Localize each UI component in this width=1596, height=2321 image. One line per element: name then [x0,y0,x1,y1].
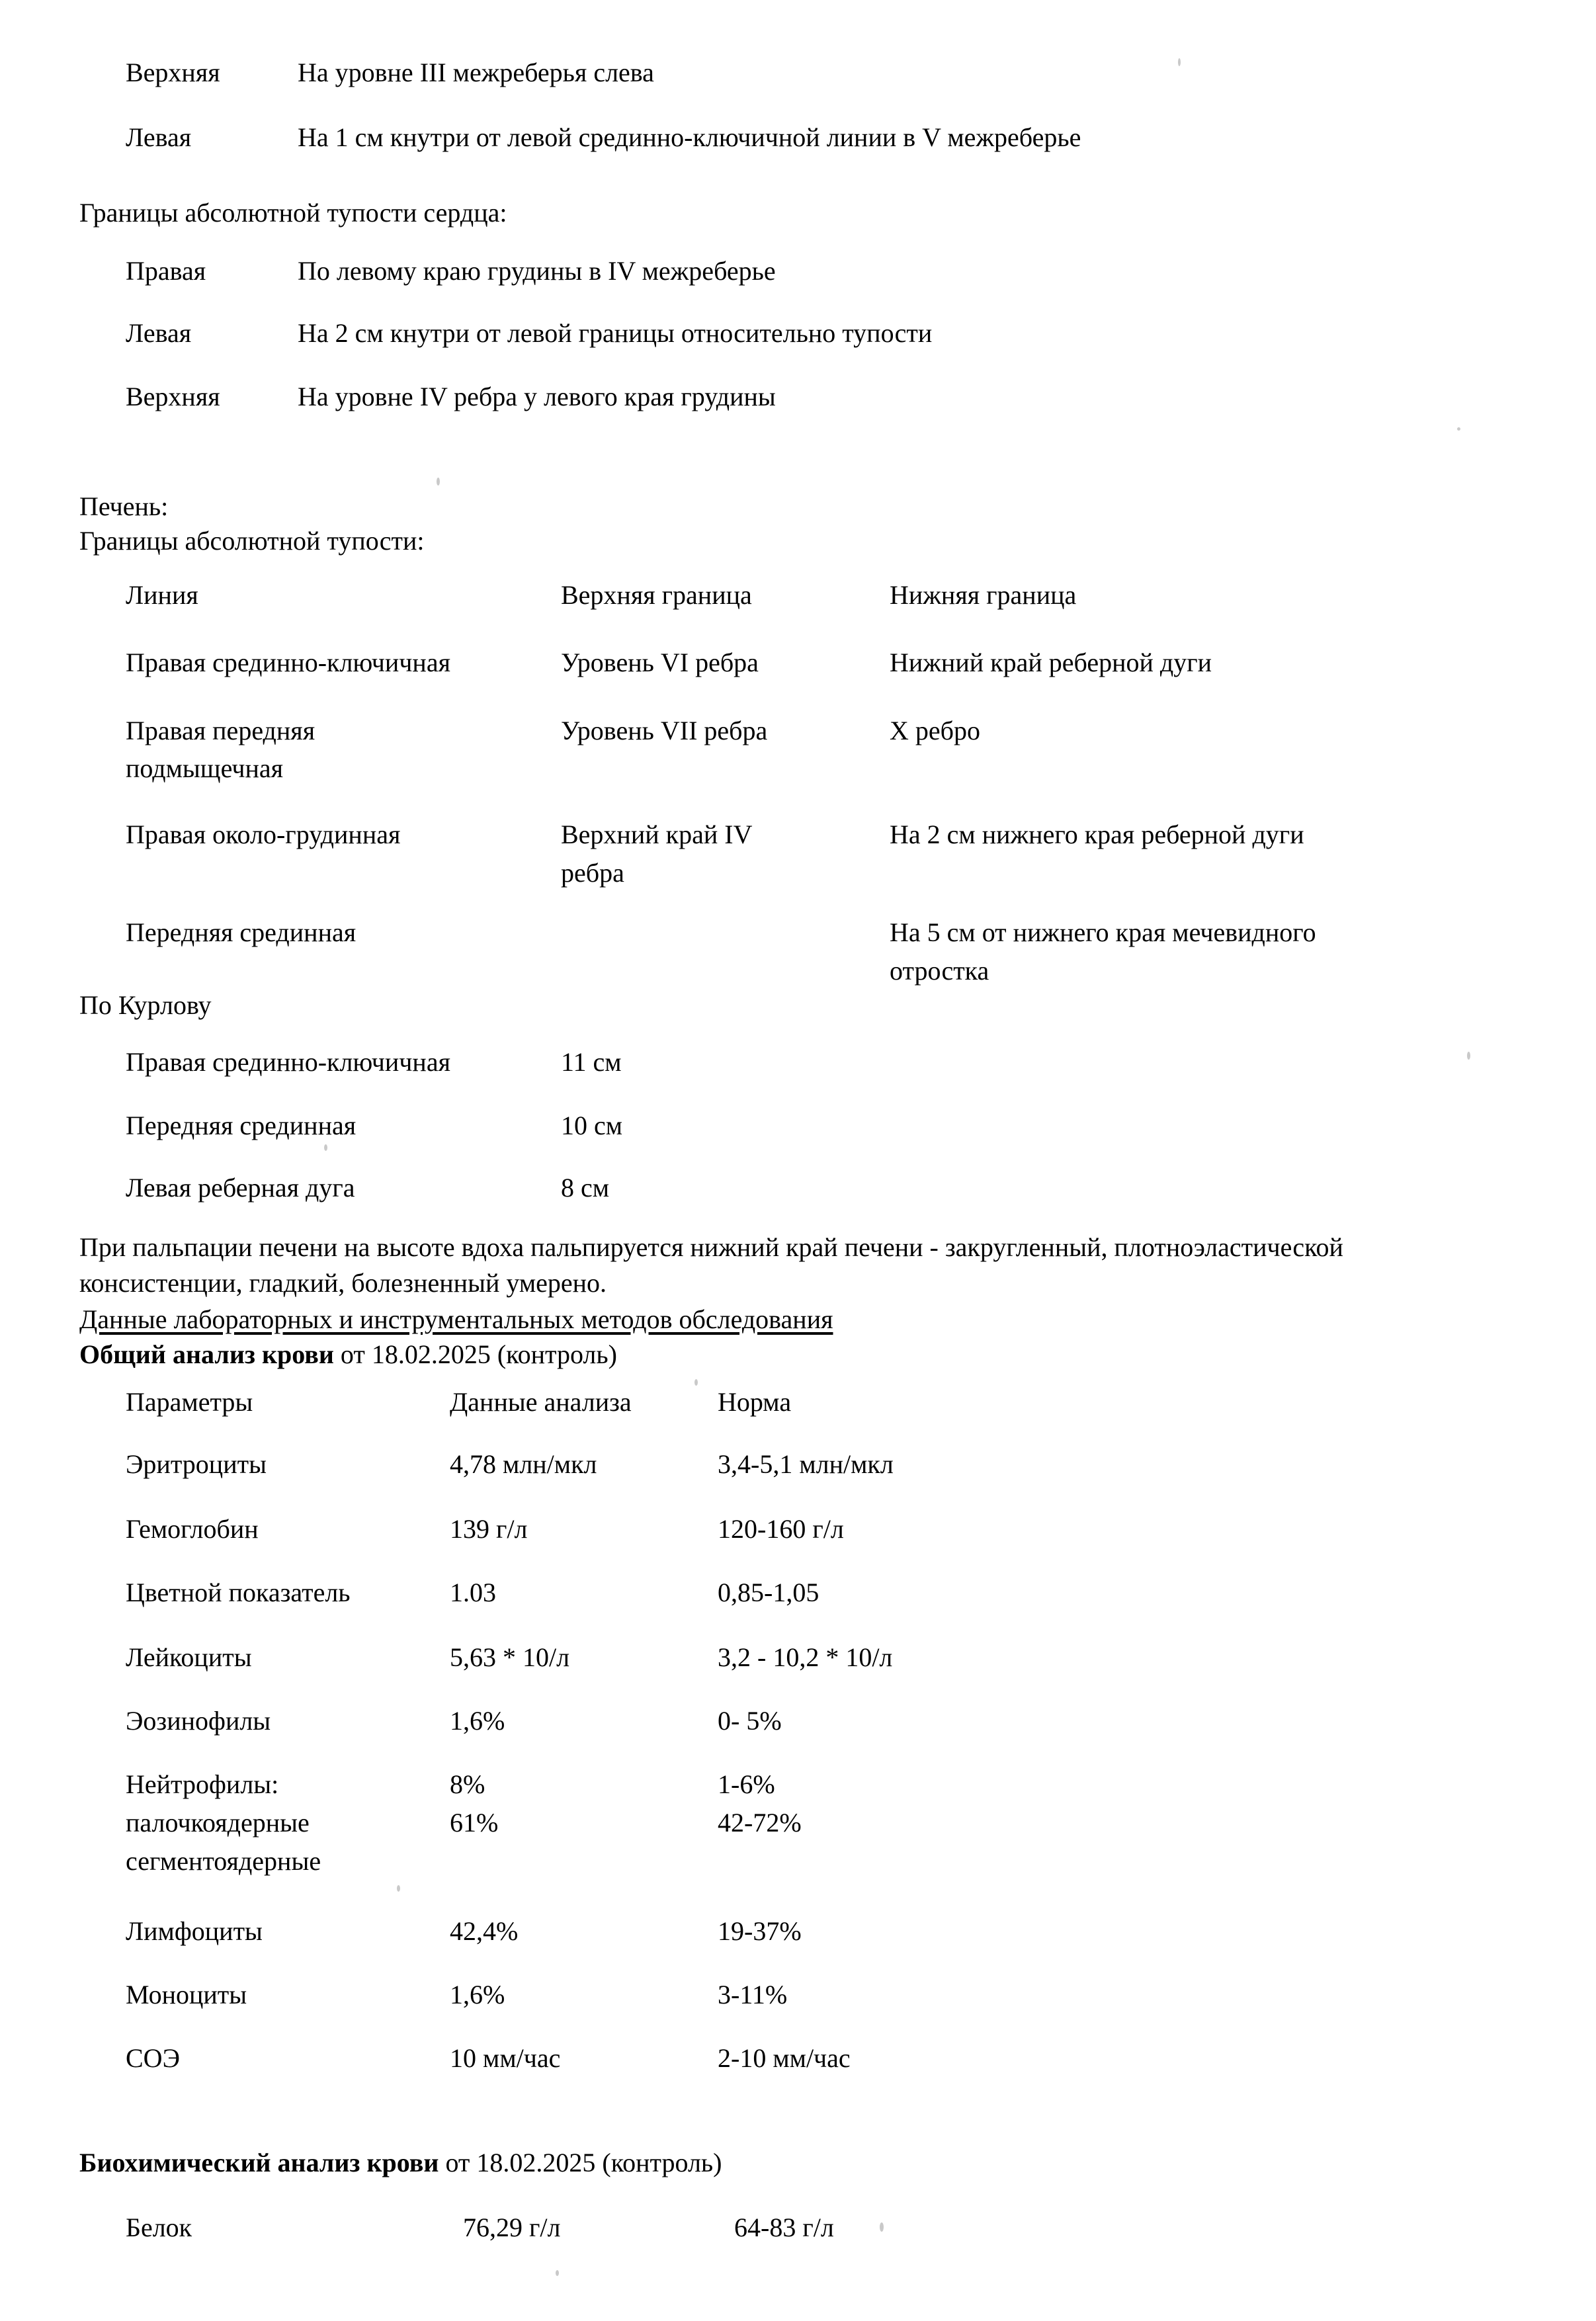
liver-table-row-upper: Верхний край IV [561,820,753,849]
heart-absolute-row-label: Верхняя [126,382,220,411]
cbc-col-header-param: Параметры [126,1387,253,1417]
liver-table-row-upper: Уровень VII ребра [561,716,768,745]
cbc-row-value: 1,6% [450,1706,505,1736]
cbc-row-param: Нейтрофилы: [126,1769,279,1799]
scan-speckle [556,2270,559,2276]
cbc-row-norm: 0- 5% [718,1706,782,1736]
biochem-title-bold: Биохимический анализ крови [79,2148,439,2177]
cbc-row-param: Моноциты [126,1980,247,2009]
biochem-title [79,2150,722,2176]
cbc-row-value: 139 г/л [450,1514,528,1544]
heart-absolute-row-label: Правая [126,256,206,286]
cbc-row-norm: 3-11% [718,1980,788,2009]
cbc-row-value: 4,78 млн/мкл [450,1449,597,1479]
scan-speckle [397,1885,400,1892]
cbc-row-param: Гемоглобин [126,1514,259,1544]
scan-speckle [880,2222,884,2232]
biochem-row-param: Белок [126,2213,192,2242]
liver-table-row-lower: На 5 см от нижнего края мечевидного [890,917,1316,947]
cbc-row-norm: 0,85-1,05 [718,1578,819,1607]
heart-relative-row-label: Верхняя [126,58,220,87]
cbc-row-value: 8% [450,1769,485,1799]
heart-absolute-heading: Границы абсолютной тупости сердца: [79,198,507,228]
liver-heading: Печень: [79,491,169,521]
scan-speckle [1457,427,1460,431]
kurlov-heading: По Курлову [79,990,212,1020]
heart-relative-row-label: Левая [126,122,192,152]
heart-absolute-row-label: Левая [126,318,192,348]
cbc-row-param: Цветной показатель [126,1578,351,1607]
heart-absolute-row-value: На 2 см кнутри от левой границы относительно тупости [298,318,933,348]
kurlov-row-label: Левая реберная дуга [126,1173,355,1203]
heart-absolute-row-value: По левому краю грудины в IV межреберье [298,256,776,286]
liver-table-row-line: Правая срединно-ключичная [126,648,450,677]
liver-table-row-lower: На 2 см нижнего края реберной дуги [890,820,1304,849]
scan-speckle [1467,1052,1470,1060]
cbc-row-param-cont-1: палочкоядерные [126,1808,310,1837]
liver-table-row-lower: Нижний край реберной дуги [890,648,1212,677]
kurlov-row-label: Передняя срединная [126,1111,357,1140]
liver-table-col-header-upper: Верхняя граница [561,580,752,610]
cbc-row-norm: 120-160 г/л [718,1514,844,1544]
liver-table-col-header-line: Линия [126,580,198,610]
cbc-row-param: СОЭ [126,2043,180,2073]
liver-table-row-line: Правая около-грудинная [126,820,401,849]
kurlov-row-label: Правая срединно-ключичная [126,1047,450,1077]
liver-table-row-line: Передняя срединная [126,917,357,947]
cbc-row-norm: 19-37% [718,1916,802,1946]
liver-table-row-lower: X ребро [890,716,980,745]
biochem-row-norm: 64-83 г/л [734,2213,834,2242]
liver-table-col-header-lower: Нижняя граница [890,580,1077,610]
cbc-col-header-norm: Норма [718,1387,792,1417]
biochem-title-date: от 18.02.2025 (контроль) [439,2148,722,2177]
scan-speckle [324,1144,327,1151]
cbc-row-value: 5,63 * 10/л [450,1642,570,1672]
kurlov-row-value: 10 см [561,1111,623,1140]
kurlov-row-value: 11 см [561,1047,622,1077]
liver-subheading: Границы абсолютной тупости: [79,526,425,556]
scan-speckle [694,1379,698,1386]
cbc-col-header-value: Данные анализа [450,1387,632,1417]
heart-relative-row-value: На уровне III межреберья слева [298,58,654,87]
cbc-row-param: Лимфоциты [126,1916,263,1946]
liver-table-row-line-cont: подмыщечная [126,753,284,783]
palpation-paragraph-line-1: При пальпации печени на высоте вдоха пальпируется нижний край печени - закругленный, плотноэластической [79,1232,1343,1262]
cbc-row-norm: 3,2 - 10,2 * 10/л [718,1642,893,1672]
liver-table-row-upper-cont: ребра [561,858,624,888]
cbc-row-value: 42,4% [450,1916,519,1946]
heart-absolute-row-value: На уровне IV ребра у левого края грудины [298,382,776,411]
cbc-row-norm: 3,4-5,1 млн/мкл [718,1449,894,1479]
palpation-paragraph-line-2: консистенции, гладкий, болезненный умерено. [79,1268,607,1298]
liver-table-row-line: Правая передняя [126,716,315,745]
cbc-row-norm: 1-6% [718,1769,775,1799]
cbc-row-value: 1,6% [450,1980,505,2009]
cbc-row-norm-cont: 42-72% [718,1808,802,1837]
cbc-row-param-cont-2: сегментоядерные [126,1846,321,1876]
cbc-row-param: Эритроциты [126,1449,267,1479]
cbc-row-norm: 2-10 мм/час [718,2043,851,2073]
lab-methods-heading: Данные лабораторных и инструментальных методов обследования [79,1304,833,1334]
kurlov-row-value: 8 см [561,1173,610,1203]
scan-speckle [437,478,440,485]
cbc-row-param: Эозинофилы [126,1706,271,1736]
cbc-row-value: 1.03 [450,1578,496,1607]
scan-speckle [1178,58,1181,66]
cbc-row-param: Лейкоциты [126,1642,252,1672]
cbc-title [79,1341,617,1368]
cbc-row-value: 10 мм/час [450,2043,561,2073]
liver-table-row-lower-cont: отростка [890,956,989,986]
heart-relative-row-value: На 1 см кнутри от левой срединно-ключичной линии в V межреберье [298,122,1081,152]
biochem-row-value: 76,29 г/л [463,2213,561,2242]
cbc-title-date: от 18.02.2025 (контроль) [333,1339,617,1369]
liver-table-row-upper: Уровень VI ребра [561,648,759,677]
cbc-title-bold: Общий анализ крови [79,1339,334,1369]
cbc-row-value-cont: 61% [450,1808,499,1837]
